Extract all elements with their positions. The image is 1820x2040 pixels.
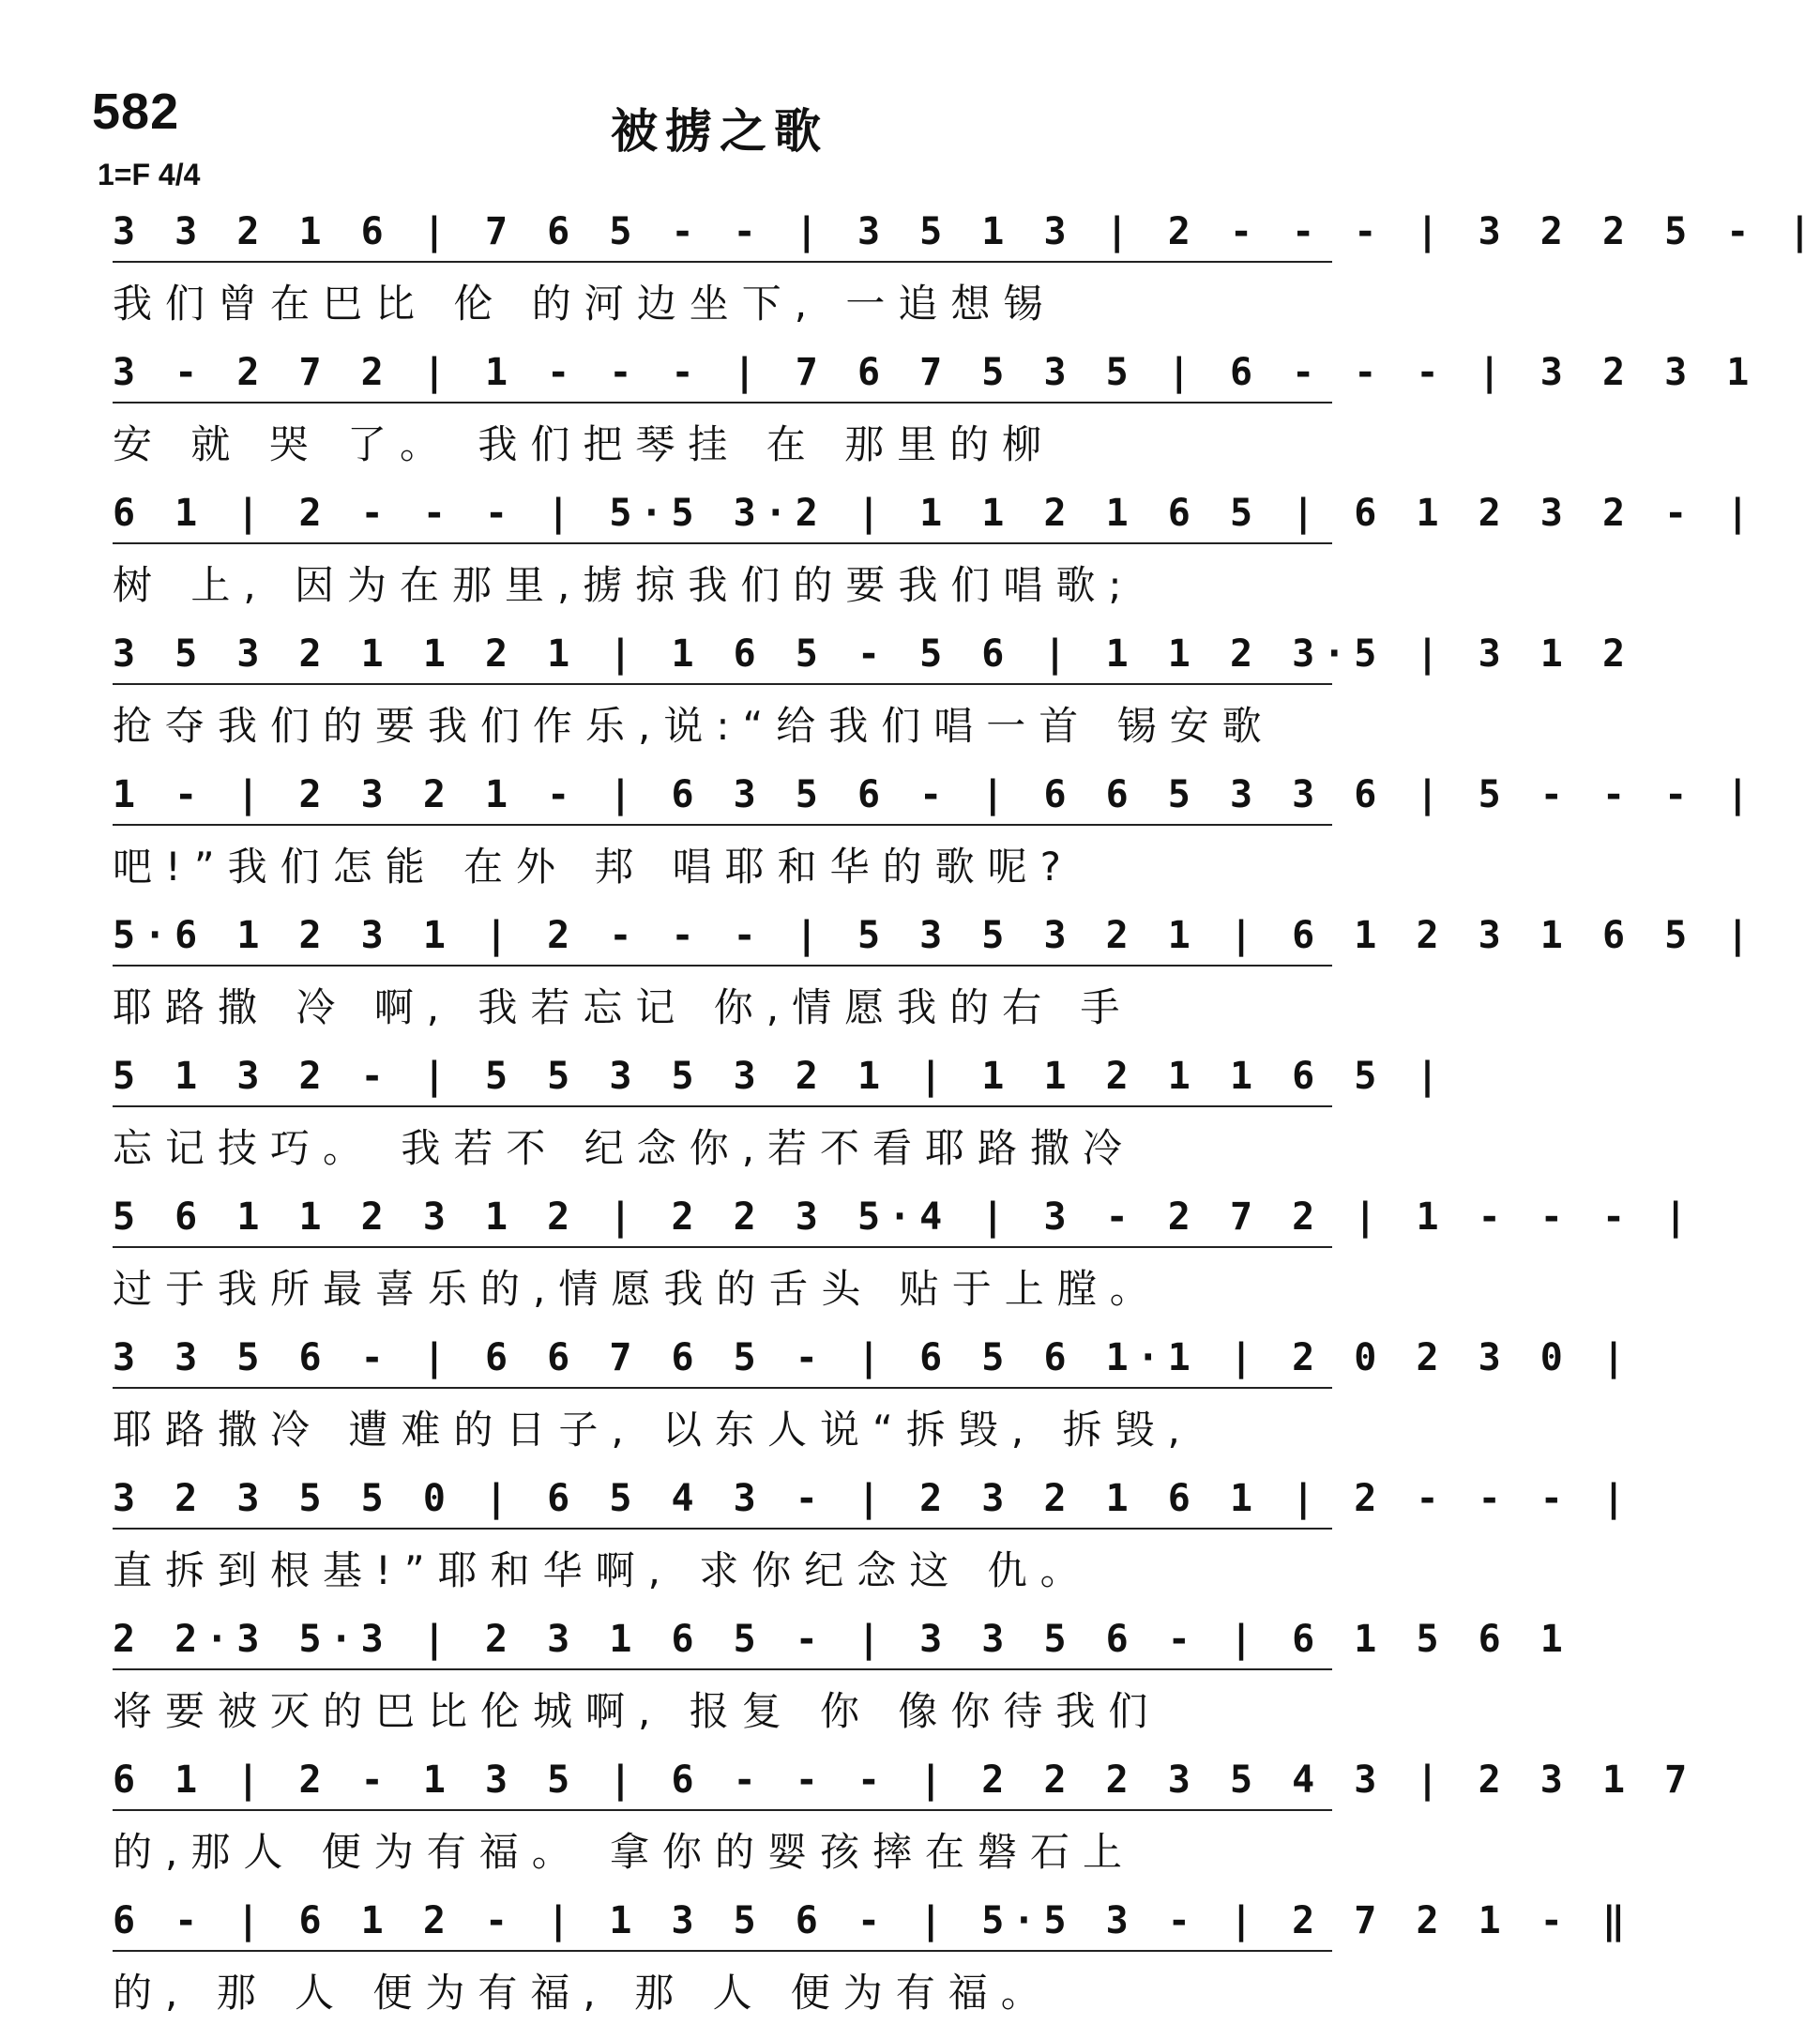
lyrics-line: 耶路撒冷 遭难的日子, 以东人说“拆毁, 拆毁, xyxy=(113,1407,1193,1453)
notes-line: 5·6 1 2 3 1 | 2 - - - | 5 3 5 3 2 1 | 6 1 2 3 1 6 5 | xyxy=(113,906,1332,967)
staff-system xyxy=(113,1610,1571,1742)
notes-line: 2 2·3 5·3 | 2 3 1 6 5 - | 3 3 5 6 - | 6 1 5 6 1 xyxy=(113,1610,1332,1670)
notes-line: 6 1 | 2 - - - | 5·5 3·2 | 1 1 2 1 6 5 | 6 1 2 3 2 - | xyxy=(113,484,1332,544)
lyrics-line: 我们曾在巴比 伦 的河边坐下, 一追想锡 xyxy=(113,281,1056,327)
lyrics-line: 抢夺我们的要我们作乐,说:“给我们唱一首 锡安歌 xyxy=(113,703,1275,749)
lyrics-line: 的, 那 人 便为有福, 那 人 便为有福。 xyxy=(113,1970,1054,2016)
page-title: 被掳之歌 xyxy=(611,104,828,159)
staff-system xyxy=(113,1892,1634,2023)
notes-line: 3 3 2 1 6 | 7 6 5 - - | 3 5 1 3 | 2 - - - | 3 2 2 5 - | xyxy=(113,203,1332,263)
lyrics-line: 过于我所最喜乐的,情愿我的舌头 贴于上膛。 xyxy=(113,1266,1162,1312)
staff-system xyxy=(113,906,1758,1038)
lyrics-line: 忘记技巧。 我若不 纪念你,若不看耶路撒冷 xyxy=(113,1125,1136,1171)
notes-line: 3 3 5 6 - | 6 6 7 6 5 - | 6 5 6 1·1 | 2 0 2 3 0 | xyxy=(113,1329,1332,1389)
lyrics-line: 直拆到根基!”耶和华啊, 求你纪念这 仇。 xyxy=(113,1547,1093,1593)
lyrics-line: 将要被灭的巴比伦城啊, 报复 你 像你待我们 xyxy=(113,1688,1161,1734)
key-signature: 1=F 4/4 xyxy=(98,158,201,191)
staff-system xyxy=(113,1469,1634,1601)
lyrics-line: 安 就 哭 了。 我们把琴挂 在 那里的柳 xyxy=(113,421,1055,467)
notes-line: 1 - | 2 3 2 1 - | 6 3 5 6 - | 6 6 5 3 3 6 | 5 - - - | xyxy=(113,766,1332,826)
staff-system xyxy=(113,1047,1448,1179)
lyrics-line: 吧!”我们怎能 在外 邦 唱耶和华的歌呢? xyxy=(113,844,1074,890)
lyrics-line: 的,那人 便为有福。 拿你的婴孩摔在磐石上 xyxy=(113,1829,1136,1875)
staff-system xyxy=(113,343,1758,475)
staff-system xyxy=(113,1751,1696,1882)
lyrics-line: 树 上, 因为在那里,掳掠我们的要我们唱歌; xyxy=(113,562,1135,608)
staff-system xyxy=(113,766,1758,897)
staff-system xyxy=(113,1329,1634,1460)
notes-line: 3 2 3 5 5 0 | 6 5 4 3 - | 2 3 2 1 6 1 | 2 - - - | xyxy=(113,1469,1332,1530)
hymn-number: 582 xyxy=(92,84,180,140)
staff-system xyxy=(113,484,1758,616)
notes-line: 5 1 3 2 - | 5 5 3 5 3 2 1 | 1 1 2 1 1 6 5 | xyxy=(113,1047,1332,1107)
notes-line: 3 5 3 2 1 1 2 1 | 1 6 5 - 5 6 | 1 1 2 3·5 | 3 1 2 xyxy=(113,625,1332,685)
notes-line: 6 - | 6 1 2 - | 1 3 5 6 - | 5·5 3 - | 2 7 2 1 - ‖ xyxy=(113,1892,1332,1952)
notes-line: 5 6 1 1 2 3 1 2 | 2 2 3 5·4 | 3 - 2 7 2 | 1 - - - | xyxy=(113,1188,1332,1248)
lyrics-line: 耶路撒 冷 啊, 我若忘记 你,情愿我的右 手 xyxy=(113,984,1133,1030)
staff-system xyxy=(113,625,1634,756)
staff-system xyxy=(113,1188,1696,1319)
notes-line: 6 1 | 2 - 1 3 5 | 6 - - - | 2 2 2 3 5 4 3 | 2 3 1 7 xyxy=(113,1751,1332,1811)
notes-line: 3 - 2 7 2 | 1 - - - | 7 6 7 5 3 5 | 6 - - - | 3 2 3 1 xyxy=(113,343,1332,403)
staff-system xyxy=(113,203,1820,334)
